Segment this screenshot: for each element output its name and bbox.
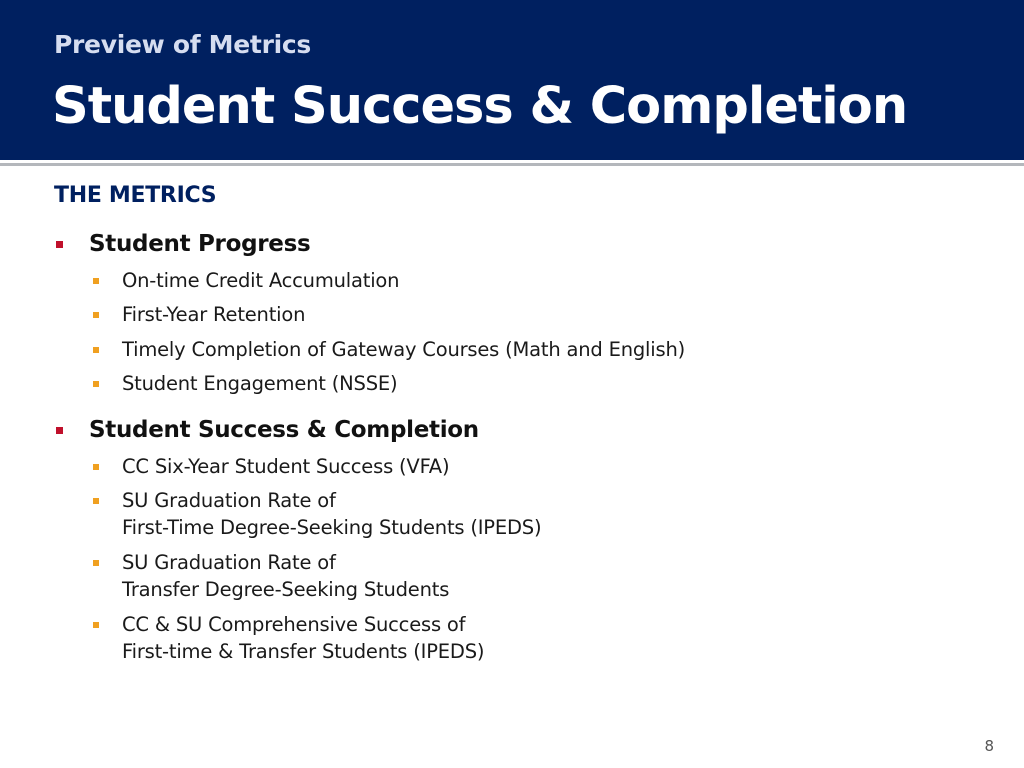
square-bullet-icon: [56, 241, 63, 248]
list-item: First-Year Retention: [122, 303, 306, 326]
square-bullet-icon: [93, 278, 99, 284]
square-bullet-icon: [93, 622, 99, 628]
square-bullet-icon: [93, 347, 99, 353]
square-bullet-icon: [93, 464, 99, 470]
square-bullet-icon: [93, 312, 99, 318]
list-item: SU Graduation Rate of: [122, 551, 336, 574]
list-item: CC & SU Comprehensive Success of: [122, 613, 466, 636]
slide-header: [0, 0, 1024, 160]
list-item: Student Engagement (NSSE): [122, 372, 398, 395]
list-item: Timely Completion of Gateway Courses (Math and English): [122, 338, 686, 361]
square-bullet-icon: [93, 560, 99, 566]
square-bullet-icon: [93, 498, 99, 504]
metrics-group-heading: Student Progress: [89, 231, 311, 257]
slide-title: Student Success & Completion: [52, 77, 908, 136]
list-item: CC Six-Year Student Success (VFA): [122, 455, 450, 478]
square-bullet-icon: [93, 381, 99, 387]
list-item: SU Graduation Rate of: [122, 489, 336, 512]
list-item: On-time Credit Accumulation: [122, 269, 400, 292]
list-item-continuation: First-time & Transfer Students (IPEDS): [122, 640, 485, 663]
square-bullet-icon: [56, 427, 63, 434]
header-divider: [0, 163, 1024, 166]
slide-subtitle: Preview of Metrics: [54, 30, 311, 59]
list-item-continuation: First-Time Degree-Seeking Students (IPEDS): [122, 516, 542, 539]
metrics-group-heading: Student Success & Completion: [89, 417, 479, 443]
list-item-continuation: Transfer Degree-Seeking Students: [122, 578, 450, 601]
page-number: 8: [984, 737, 994, 755]
section-heading: THE METRICS: [54, 183, 217, 208]
